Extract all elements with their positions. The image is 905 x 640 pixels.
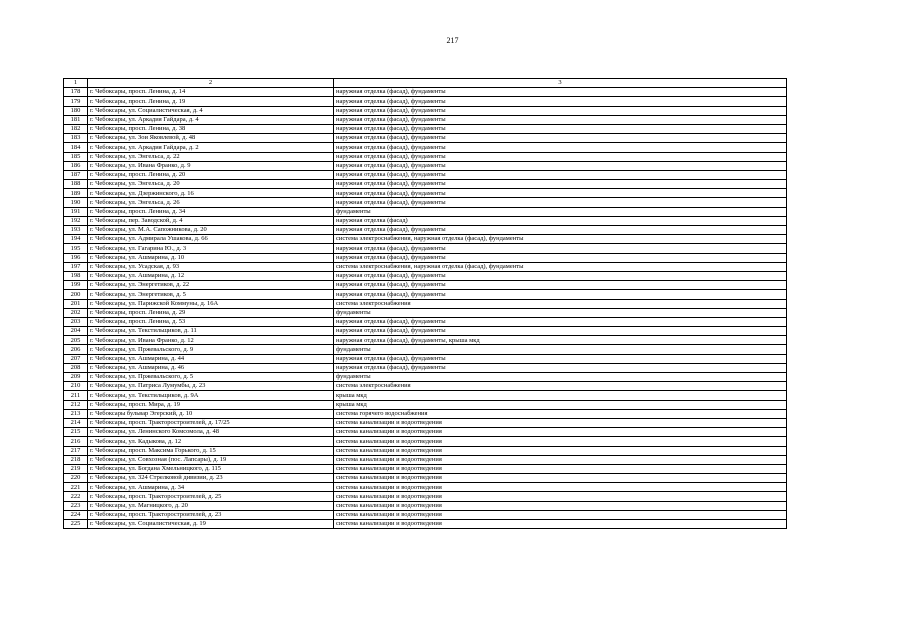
address-cell: г. Чебоксары, ул. Аркадия Гайдара, д. 2 — [88, 143, 334, 152]
works-cell: крыша мкд — [334, 391, 787, 400]
address-cell: г. Чебоксары бульвар Эгерский, д. 10 — [88, 409, 334, 418]
works-cell: наружная отделка (фасад), фундаменты — [334, 189, 787, 198]
works-cell: наружная отделка (фасад), фундаменты, крыша мкд — [334, 336, 787, 345]
table-row — [64, 345, 787, 354]
address-cell: г. Чебоксары, пер. Заводской, д. 4 — [88, 216, 334, 225]
table-row — [64, 464, 787, 473]
works-cell: система электроснабжения — [334, 299, 787, 308]
address-cell: г. Чебоксары, ул. Энергетиков, д. 22 — [88, 281, 334, 290]
table-row — [64, 373, 787, 382]
row-number: 194 — [64, 235, 88, 244]
table-row — [64, 317, 787, 326]
works-cell: наружная отделка (фасад), фундаменты — [334, 115, 787, 124]
address-cell: г. Чебоксары, ул. Патриса Лумумбы, д. 23 — [88, 382, 334, 391]
table-row — [64, 180, 787, 189]
address-cell: г. Чебоксары, ул. Энергетиков, д. 5 — [88, 290, 334, 299]
address-cell: г. Чебоксары, просп. Мира, д. 19 — [88, 400, 334, 409]
address-cell: г. Чебоксары, ул. Магницкого, д. 20 — [88, 501, 334, 510]
address-cell: г. Чебоксары, просп. Ленина, д. 29 — [88, 308, 334, 317]
row-number: 195 — [64, 244, 88, 253]
row-number: 206 — [64, 345, 88, 354]
address-cell: г. Чебоксары, ул. Социалистическая, д. 4 — [88, 106, 334, 115]
works-cell: система канализации и водоотведения — [334, 437, 787, 446]
page-number: 217 — [446, 36, 459, 45]
address-cell: г. Чебоксары, просп. Ленина, д. 14 — [88, 88, 334, 97]
works-cell: система канализации и водоотведения — [334, 428, 787, 437]
address-cell: г. Чебоксары, ул. Зои Яковлевой, д. 48 — [88, 134, 334, 143]
row-number: 188 — [64, 180, 88, 189]
table-row — [64, 400, 787, 409]
works-cell: система канализации и водоотведения — [334, 455, 787, 464]
works-cell: система канализации и водоотведения — [334, 474, 787, 483]
table-row — [64, 170, 787, 179]
table-row — [64, 474, 787, 483]
row-number: 185 — [64, 152, 88, 161]
table-row — [64, 446, 787, 455]
works-cell: наружная отделка (фасад), фундаменты — [334, 152, 787, 161]
table-row — [64, 437, 787, 446]
works-cell: наружная отделка (фасад), фундаменты — [334, 354, 787, 363]
row-number: 204 — [64, 327, 88, 336]
address-cell: г. Чебоксары, ул. Ашмарина, д. 12 — [88, 271, 334, 280]
row-number: 191 — [64, 207, 88, 216]
table-row — [64, 253, 787, 262]
row-number: 179 — [64, 97, 88, 106]
row-number: 220 — [64, 474, 88, 483]
works-cell: фундаменты — [334, 373, 787, 382]
address-cell: г. Чебоксары, ул. Ивана Франко, д. 12 — [88, 336, 334, 345]
address-cell: г. Чебоксары, ул. Ашмарина, д. 44 — [88, 354, 334, 363]
works-cell: наружная отделка (фасад), фундаменты — [334, 180, 787, 189]
table-row — [64, 97, 787, 106]
works-cell: наружная отделка (фасад) — [334, 216, 787, 225]
table-row — [64, 106, 787, 115]
table-row — [64, 363, 787, 372]
works-cell: наружная отделка (фасад), фундаменты — [334, 327, 787, 336]
address-cell: г. Чебоксары, ул. Ивана Франко, д. 9 — [88, 161, 334, 170]
address-cell: г. Чебоксары, просп. Ленина, д. 20 — [88, 170, 334, 179]
table-row — [64, 483, 787, 492]
table-row — [64, 327, 787, 336]
address-cell: г. Чебоксары, просп. Ленина, д. 19 — [88, 97, 334, 106]
row-number: 219 — [64, 464, 88, 473]
table-row — [64, 235, 787, 244]
table-row — [64, 207, 787, 216]
table-row — [64, 382, 787, 391]
row-number: 218 — [64, 455, 88, 464]
row-number: 202 — [64, 308, 88, 317]
table-row — [64, 520, 787, 529]
address-cell: г. Чебоксары, просп. Ленина, д. 34 — [88, 207, 334, 216]
address-cell: г. Чебоксары, ул. Дзержинского, д. 16 — [88, 189, 334, 198]
row-number: 183 — [64, 134, 88, 143]
row-number: 224 — [64, 510, 88, 519]
table-row — [64, 354, 787, 363]
table-row — [64, 336, 787, 345]
address-cell: г. Чебоксары, просп. Тракторостроителей, д. 17/25 — [88, 418, 334, 427]
table-row — [64, 134, 787, 143]
works-cell: система канализации и водоотведения — [334, 464, 787, 473]
row-number: 208 — [64, 363, 88, 372]
row-number: 192 — [64, 216, 88, 225]
address-cell: г. Чебоксары, ул. Ашмарина, д. 10 — [88, 253, 334, 262]
column-header-works: 3 — [334, 79, 787, 88]
address-cell: г. Чебоксары, ул. Гагарина Ю., д. 3 — [88, 244, 334, 253]
address-cell: г. Чебоксары, просп. Ленина, д. 53 — [88, 317, 334, 326]
address-cell: г. Чебоксары, просп. Тракторостроителей, д. 25 — [88, 492, 334, 501]
works-cell: наружная отделка (фасад), фундаменты — [334, 253, 787, 262]
table-row — [64, 88, 787, 97]
address-cell: г. Чебоксары, ул. Аркадия Гайдара, д. 4 — [88, 115, 334, 124]
works-cell: наружная отделка (фасад), фундаменты — [334, 143, 787, 152]
table-row — [64, 299, 787, 308]
table-row — [64, 409, 787, 418]
row-number: 178 — [64, 88, 88, 97]
works-cell: система канализации и водоотведения — [334, 520, 787, 529]
row-number: 199 — [64, 281, 88, 290]
address-cell: г. Чебоксары, ул. Энгельса, д. 26 — [88, 198, 334, 207]
works-cell: наружная отделка (фасад), фундаменты — [334, 198, 787, 207]
works-cell: система горячего водоснабжения — [334, 409, 787, 418]
table-row — [64, 152, 787, 161]
address-cell: г. Чебоксары, ул. Текстильщиков, д. 11 — [88, 327, 334, 336]
works-cell: наружная отделка (фасад), фундаменты — [334, 97, 787, 106]
table-row — [64, 161, 787, 170]
row-number: 225 — [64, 520, 88, 529]
works-cell: система канализации и водоотведения — [334, 418, 787, 427]
row-number: 210 — [64, 382, 88, 391]
table-row — [64, 290, 787, 299]
row-number: 200 — [64, 290, 88, 299]
works-cell: фундаменты — [334, 207, 787, 216]
row-number: 209 — [64, 373, 88, 382]
works-cell: фундаменты — [334, 308, 787, 317]
column-header-number: 1 — [64, 79, 88, 88]
works-cell: крыша мкд — [334, 400, 787, 409]
address-cell: г. Чебоксары, ул. Парижской Коммуны, д. 16А — [88, 299, 334, 308]
row-number: 190 — [64, 198, 88, 207]
row-number: 216 — [64, 437, 88, 446]
address-cell: г. Чебоксары, ул. Пржевальского, д. 5 — [88, 373, 334, 382]
works-cell: наружная отделка (фасад), фундаменты — [334, 290, 787, 299]
works-cell: наружная отделка (фасад), фундаменты — [334, 244, 787, 253]
address-cell: г. Чебоксары, ул. Ашмарина, д. 34 — [88, 483, 334, 492]
address-cell: г. Чебоксары, ул. Энгельса, д. 20 — [88, 180, 334, 189]
works-cell: система канализации и водоотведения — [334, 501, 787, 510]
address-cell: г. Чебоксары, просп. Максима Горького, д. 15 — [88, 446, 334, 455]
address-cell: г. Чебоксары, ул. Ашмарина, д. 46 — [88, 363, 334, 372]
works-cell: наружная отделка (фасад), фундаменты — [334, 317, 787, 326]
table-row — [64, 391, 787, 400]
works-cell: система электроснабжения, наружная отделка (фасад), фундаменты — [334, 235, 787, 244]
address-cell: г. Чебоксары, ул. М.А. Сапожникова, д. 20 — [88, 226, 334, 235]
address-cell: г. Чебоксары, ул. Пржевальского, д. 9 — [88, 345, 334, 354]
row-number: 213 — [64, 409, 88, 418]
row-number: 207 — [64, 354, 88, 363]
table-row — [64, 216, 787, 225]
works-cell: наружная отделка (фасад), фундаменты — [334, 88, 787, 97]
address-cell: г. Чебоксары, ул. Энгельса, д. 22 — [88, 152, 334, 161]
row-number: 184 — [64, 143, 88, 152]
table-row — [64, 428, 787, 437]
works-cell: наружная отделка (фасад), фундаменты — [334, 170, 787, 179]
address-cell: г. Чебоксары, ул. Совхозная (пос. Лапсары), д. 19 — [88, 455, 334, 464]
table-row — [64, 492, 787, 501]
row-number: 214 — [64, 418, 88, 427]
row-number: 221 — [64, 483, 88, 492]
works-cell: система электроснабжения — [334, 382, 787, 391]
row-number: 187 — [64, 170, 88, 179]
row-number: 180 — [64, 106, 88, 115]
row-number: 215 — [64, 428, 88, 437]
works-cell: система канализации и водоотведения — [334, 446, 787, 455]
address-cell: г. Чебоксары, ул. Ленинского Комсомола, д. 48 — [88, 428, 334, 437]
table-row — [64, 115, 787, 124]
row-number: 217 — [64, 446, 88, 455]
works-cell: наружная отделка (фасад), фундаменты — [334, 161, 787, 170]
row-number: 189 — [64, 189, 88, 198]
row-number: 203 — [64, 317, 88, 326]
table-row — [64, 510, 787, 519]
address-cell: г. Чебоксары, ул. Кадыкова, д. 12 — [88, 437, 334, 446]
works-cell: наружная отделка (фасад), фундаменты — [334, 226, 787, 235]
row-number: 186 — [64, 161, 88, 170]
table-row — [64, 198, 787, 207]
row-number: 182 — [64, 124, 88, 133]
register-table — [63, 78, 787, 529]
works-cell: система канализации и водоотведения — [334, 492, 787, 501]
row-number: 193 — [64, 226, 88, 235]
works-cell: система канализации и водоотведения — [334, 483, 787, 492]
column-header-address: 2 — [88, 79, 334, 88]
works-cell: наружная отделка (фасад), фундаменты — [334, 106, 787, 115]
address-cell: г. Чебоксары, ул. Социалистическая, д. 19 — [88, 520, 334, 529]
address-cell: г. Чебоксары, просп. Ленина, д. 38 — [88, 124, 334, 133]
address-cell: г. Чебоксары, просп. Тракторостроителей, д. 23 — [88, 510, 334, 519]
address-cell: г. Чебоксары, ул. Текстильщиков, д. 9А — [88, 391, 334, 400]
works-cell: наружная отделка (фасад), фундаменты — [334, 124, 787, 133]
works-cell: фундаменты — [334, 345, 787, 354]
table-row — [64, 308, 787, 317]
table-row — [64, 143, 787, 152]
row-number: 212 — [64, 400, 88, 409]
table-row — [64, 281, 787, 290]
works-cell: наружная отделка (фасад), фундаменты — [334, 281, 787, 290]
table-row — [64, 124, 787, 133]
table-row — [64, 262, 787, 271]
address-cell: г. Чебоксары, ул. Богдана Хмельницкого, д. 115 — [88, 464, 334, 473]
row-number: 211 — [64, 391, 88, 400]
table-row — [64, 455, 787, 464]
address-cell: г. Чебоксары, ул. Усадская, д. 93 — [88, 262, 334, 271]
row-number: 196 — [64, 253, 88, 262]
table-row — [64, 226, 787, 235]
table-row — [64, 418, 787, 427]
row-number: 197 — [64, 262, 88, 271]
works-cell: наружная отделка (фасад), фундаменты — [334, 134, 787, 143]
row-number: 181 — [64, 115, 88, 124]
works-cell: система канализации и водоотведения — [334, 510, 787, 519]
table-row — [64, 501, 787, 510]
works-cell: система электроснабжения, наружная отделка (фасад), фундаменты — [334, 262, 787, 271]
row-number: 201 — [64, 299, 88, 308]
table-row — [64, 271, 787, 280]
table-row — [64, 244, 787, 253]
row-number: 223 — [64, 501, 88, 510]
works-cell: наружная отделка (фасад), фундаменты — [334, 271, 787, 280]
row-number: 205 — [64, 336, 88, 345]
row-number: 222 — [64, 492, 88, 501]
table-row — [64, 189, 787, 198]
address-cell: г. Чебоксары, ул. Адмирала Ушакова, д. 66 — [88, 235, 334, 244]
row-number: 198 — [64, 271, 88, 280]
address-cell: г. Чебоксары, ул. 324 Стрелковой дивизии, д. 23 — [88, 474, 334, 483]
table-header-row — [64, 79, 787, 88]
works-cell: наружная отделка (фасад), фундаменты — [334, 363, 787, 372]
